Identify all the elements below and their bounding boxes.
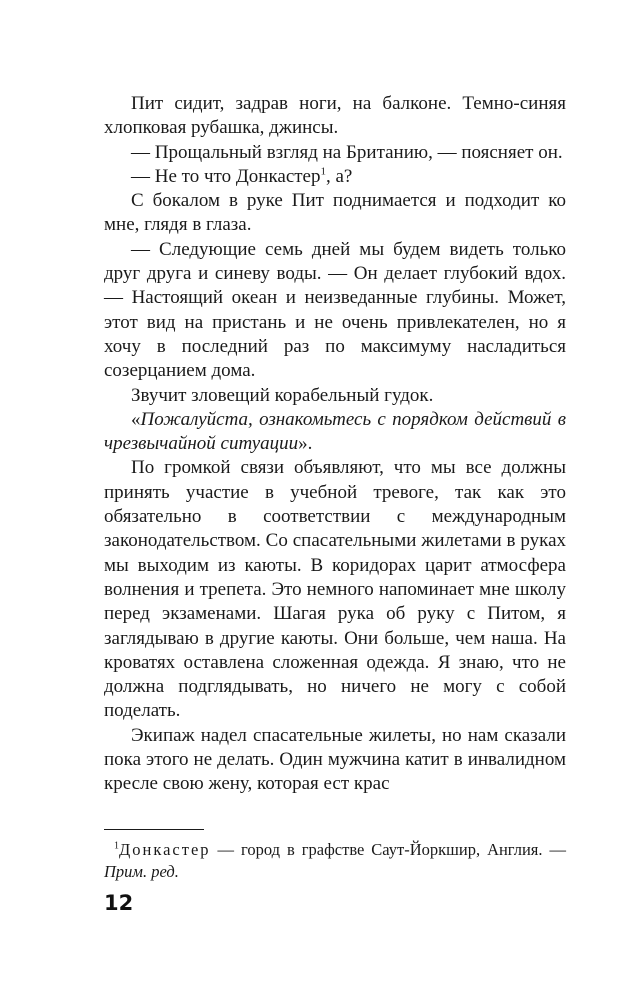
paragraph-4: С бокалом в руке Пит поднимается и подходит ко мне, глядя в глаза.	[104, 190, 566, 236]
paragraph-7-announcement	[104, 408, 566, 457]
paragraph-6: Звучит зловещий корабельный гудок.	[131, 384, 434, 406]
footnote-reference: 1	[320, 165, 326, 178]
paragraph-2: — Прощальный взгляд на Британию, — поясняет он.	[131, 141, 563, 163]
announcement-text: Пожалуйста, ознакомьтесь с порядком действий в чрезвычайной ситуации	[104, 408, 566, 455]
paragraph-3-text: — Не то что Донкастер	[131, 165, 321, 187]
quote-close: ».	[298, 433, 313, 455]
paragraph-1: Пит сидит, задрав ноги, на балконе. Темно-синяя хлопковая рубашка, джинсы.	[104, 93, 566, 139]
paragraph-3-tail: , а?	[326, 165, 353, 187]
quote-open: «	[131, 408, 141, 430]
footnote-text: — город в графстве Саут-Йоркшир, Англия. —	[210, 840, 566, 859]
page-number: 12	[104, 891, 134, 915]
footnote-term: Донкастер	[119, 840, 211, 859]
paragraph-9: Экипаж надел спасательные жилеты, но нам сказали пока этого не делать. Один мужчина катит в инвалидном кресле свою жену, которая ест крас	[104, 724, 566, 795]
paragraph-5: — Следующие семь дней мы будем видеть только друг друга и синеву воды. — Он делает глубокий вдох. — Настоящий океан и неизведанные глубины. Может, этот вид на пристань и не очень привлекателен, но я хочу в последний раз по максимуму насладиться созерцанием дома.	[104, 238, 566, 382]
page-body	[104, 92, 566, 797]
footnote-editor-note: Прим. ред.	[104, 862, 179, 881]
paragraph-8: По громкой связи объявляют, что мы все должны принять участие в учебной тревоге, так как это обязательно в соответствии с международным законодательством. Со спасательными жилетами в руках мы выходим из каюты. В коридорах царит атмосфера волнения и трепета. Это немного напоминает мне школу перед экзаменами. Шагая рука об руку с Питом, я заглядываю в другие каюты. Они больше, чем наша. На кроватях оставлена сложенная одежда. Я знаю, что не должна подглядывать, но ничего не могу с собой поделать.	[104, 457, 566, 722]
paragraph-3	[104, 165, 566, 189]
footnote-divider	[104, 829, 204, 830]
footnote-number: 1	[114, 840, 119, 852]
footnote	[104, 839, 566, 883]
